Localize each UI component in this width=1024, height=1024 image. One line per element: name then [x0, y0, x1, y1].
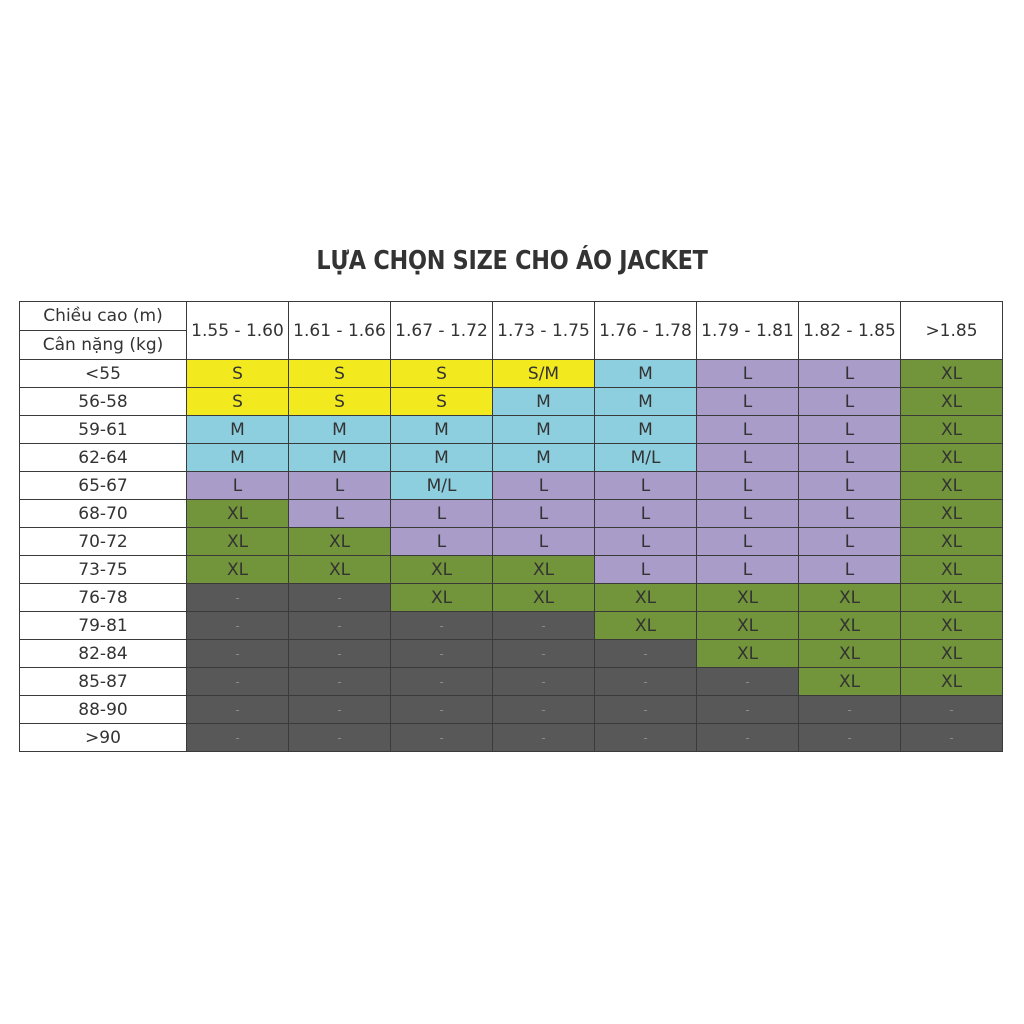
size-row: [20, 360, 1003, 388]
size-cell: L: [493, 500, 595, 528]
weight-range-cell: 79-81: [20, 612, 187, 640]
height-range-header: 1.61 - 1.66: [289, 302, 391, 360]
size-cell: M: [595, 388, 697, 416]
size-row: [20, 388, 1003, 416]
size-cell: L: [187, 472, 289, 500]
unavailable-size-cell: -: [493, 668, 595, 696]
weight-range-cell: 88-90: [20, 696, 187, 724]
weight-range-cell: 59-61: [20, 416, 187, 444]
size-cell: XL: [595, 612, 697, 640]
size-row: [20, 416, 1003, 444]
size-cell: L: [595, 556, 697, 584]
size-row: [20, 528, 1003, 556]
size-row: [20, 472, 1003, 500]
size-cell: M: [391, 416, 493, 444]
size-cell: M: [493, 416, 595, 444]
size-cell: XL: [901, 528, 1003, 556]
weight-range-cell: 82-84: [20, 640, 187, 668]
weight-range-cell: 65-67: [20, 472, 187, 500]
size-cell: M: [493, 388, 595, 416]
height-range-header: 1.55 - 1.60: [187, 302, 289, 360]
unavailable-size-cell: -: [289, 696, 391, 724]
size-cell: XL: [187, 500, 289, 528]
size-cell: M/L: [595, 444, 697, 472]
size-cell: XL: [799, 640, 901, 668]
size-cell: L: [697, 388, 799, 416]
size-row: [20, 584, 1003, 612]
size-cell: M: [595, 360, 697, 388]
size-cell: L: [799, 556, 901, 584]
size-cell: XL: [901, 388, 1003, 416]
size-cell: M: [187, 444, 289, 472]
size-cell: L: [493, 472, 595, 500]
unavailable-size-cell: -: [901, 724, 1003, 752]
size-cell: M: [289, 444, 391, 472]
weight-range-cell: 85-87: [20, 668, 187, 696]
unavailable-size-cell: -: [187, 640, 289, 668]
size-cell: L: [799, 388, 901, 416]
unavailable-size-cell: -: [697, 724, 799, 752]
unavailable-size-cell: -: [595, 640, 697, 668]
height-range-header: 1.76 - 1.78: [595, 302, 697, 360]
size-cell: L: [697, 528, 799, 556]
size-cell: XL: [901, 444, 1003, 472]
size-cell: L: [697, 472, 799, 500]
size-cell: XL: [595, 584, 697, 612]
unavailable-size-cell: -: [799, 724, 901, 752]
unavailable-size-cell: -: [187, 696, 289, 724]
unavailable-size-cell: -: [289, 724, 391, 752]
height-range-header: >1.85: [901, 302, 1003, 360]
size-cell: XL: [697, 640, 799, 668]
size-row: [20, 500, 1003, 528]
size-cell: S: [187, 360, 289, 388]
size-cell: XL: [901, 640, 1003, 668]
unavailable-size-cell: -: [391, 696, 493, 724]
size-cell: XL: [901, 416, 1003, 444]
unavailable-size-cell: -: [697, 668, 799, 696]
height-range-header: 1.79 - 1.81: [697, 302, 799, 360]
size-cell: L: [799, 500, 901, 528]
size-cell: L: [799, 360, 901, 388]
size-cell: XL: [901, 360, 1003, 388]
unavailable-size-cell: -: [289, 668, 391, 696]
size-cell: L: [697, 556, 799, 584]
unavailable-size-cell: -: [391, 724, 493, 752]
size-cell: S: [187, 388, 289, 416]
size-cell: L: [697, 360, 799, 388]
height-range-header: 1.73 - 1.75: [493, 302, 595, 360]
size-cell: L: [289, 472, 391, 500]
unavailable-size-cell: -: [493, 612, 595, 640]
size-cell: M: [289, 416, 391, 444]
weight-label: Cân nặng (kg): [20, 331, 187, 360]
header-row-height: [20, 302, 1003, 331]
size-cell: XL: [493, 556, 595, 584]
unavailable-size-cell: -: [799, 696, 901, 724]
size-cell: S: [391, 388, 493, 416]
unavailable-size-cell: -: [289, 640, 391, 668]
size-cell: XL: [901, 584, 1003, 612]
height-range-header: 1.67 - 1.72: [391, 302, 493, 360]
size-cell: XL: [187, 528, 289, 556]
size-cell: L: [289, 500, 391, 528]
unavailable-size-cell: -: [289, 584, 391, 612]
size-cell: XL: [493, 584, 595, 612]
size-cell: L: [493, 528, 595, 556]
unavailable-size-cell: -: [187, 724, 289, 752]
size-chart-table: [19, 301, 1003, 752]
size-cell: M/L: [391, 472, 493, 500]
size-row: [20, 640, 1003, 668]
size-cell: M: [391, 444, 493, 472]
size-cell: XL: [391, 556, 493, 584]
unavailable-size-cell: -: [187, 668, 289, 696]
size-cell: L: [799, 472, 901, 500]
size-cell: S/M: [493, 360, 595, 388]
weight-range-cell: <55: [20, 360, 187, 388]
size-row: [20, 724, 1003, 752]
size-row: [20, 612, 1003, 640]
size-cell: XL: [697, 584, 799, 612]
unavailable-size-cell: -: [901, 696, 1003, 724]
unavailable-size-cell: -: [187, 612, 289, 640]
unavailable-size-cell: -: [289, 612, 391, 640]
size-cell: XL: [799, 584, 901, 612]
size-cell: XL: [901, 556, 1003, 584]
size-chart-body: [20, 302, 1003, 752]
unavailable-size-cell: -: [595, 668, 697, 696]
size-cell: L: [595, 472, 697, 500]
unavailable-size-cell: -: [595, 696, 697, 724]
size-cell: XL: [901, 668, 1003, 696]
size-row: [20, 556, 1003, 584]
unavailable-size-cell: -: [493, 696, 595, 724]
weight-range-cell: 68-70: [20, 500, 187, 528]
size-cell: XL: [901, 612, 1003, 640]
size-cell: L: [799, 444, 901, 472]
size-cell: XL: [697, 612, 799, 640]
unavailable-size-cell: -: [493, 640, 595, 668]
size-cell: S: [289, 360, 391, 388]
unavailable-size-cell: -: [697, 696, 799, 724]
size-cell: L: [697, 500, 799, 528]
height-range-header: 1.82 - 1.85: [799, 302, 901, 360]
unavailable-size-cell: -: [391, 612, 493, 640]
size-cell: L: [391, 500, 493, 528]
height-label: Chiều cao (m): [20, 302, 187, 331]
size-cell: XL: [289, 528, 391, 556]
size-row: [20, 444, 1003, 472]
size-cell: L: [595, 528, 697, 556]
unavailable-size-cell: -: [493, 724, 595, 752]
chart-title: LỰA CHỌN SIZE CHO ÁO JACKET: [316, 246, 708, 276]
size-cell: S: [289, 388, 391, 416]
size-cell: XL: [187, 556, 289, 584]
size-cell: L: [697, 416, 799, 444]
weight-range-cell: 76-78: [20, 584, 187, 612]
size-cell: XL: [799, 668, 901, 696]
unavailable-size-cell: -: [391, 640, 493, 668]
size-cell: L: [799, 528, 901, 556]
size-cell: L: [391, 528, 493, 556]
size-cell: XL: [391, 584, 493, 612]
size-cell: L: [799, 416, 901, 444]
weight-range-cell: >90: [20, 724, 187, 752]
size-cell: XL: [289, 556, 391, 584]
unavailable-size-cell: -: [187, 584, 289, 612]
size-cell: M: [493, 444, 595, 472]
weight-range-cell: 56-58: [20, 388, 187, 416]
size-cell: XL: [799, 612, 901, 640]
size-row: [20, 668, 1003, 696]
weight-range-cell: 73-75: [20, 556, 187, 584]
weight-range-cell: 70-72: [20, 528, 187, 556]
size-row: [20, 696, 1003, 724]
size-cell: M: [595, 416, 697, 444]
size-cell: L: [595, 500, 697, 528]
size-cell: L: [697, 444, 799, 472]
weight-range-cell: 62-64: [20, 444, 187, 472]
size-cell: S: [391, 360, 493, 388]
size-cell: M: [187, 416, 289, 444]
size-cell: XL: [901, 500, 1003, 528]
unavailable-size-cell: -: [595, 724, 697, 752]
size-cell: XL: [901, 472, 1003, 500]
unavailable-size-cell: -: [391, 668, 493, 696]
